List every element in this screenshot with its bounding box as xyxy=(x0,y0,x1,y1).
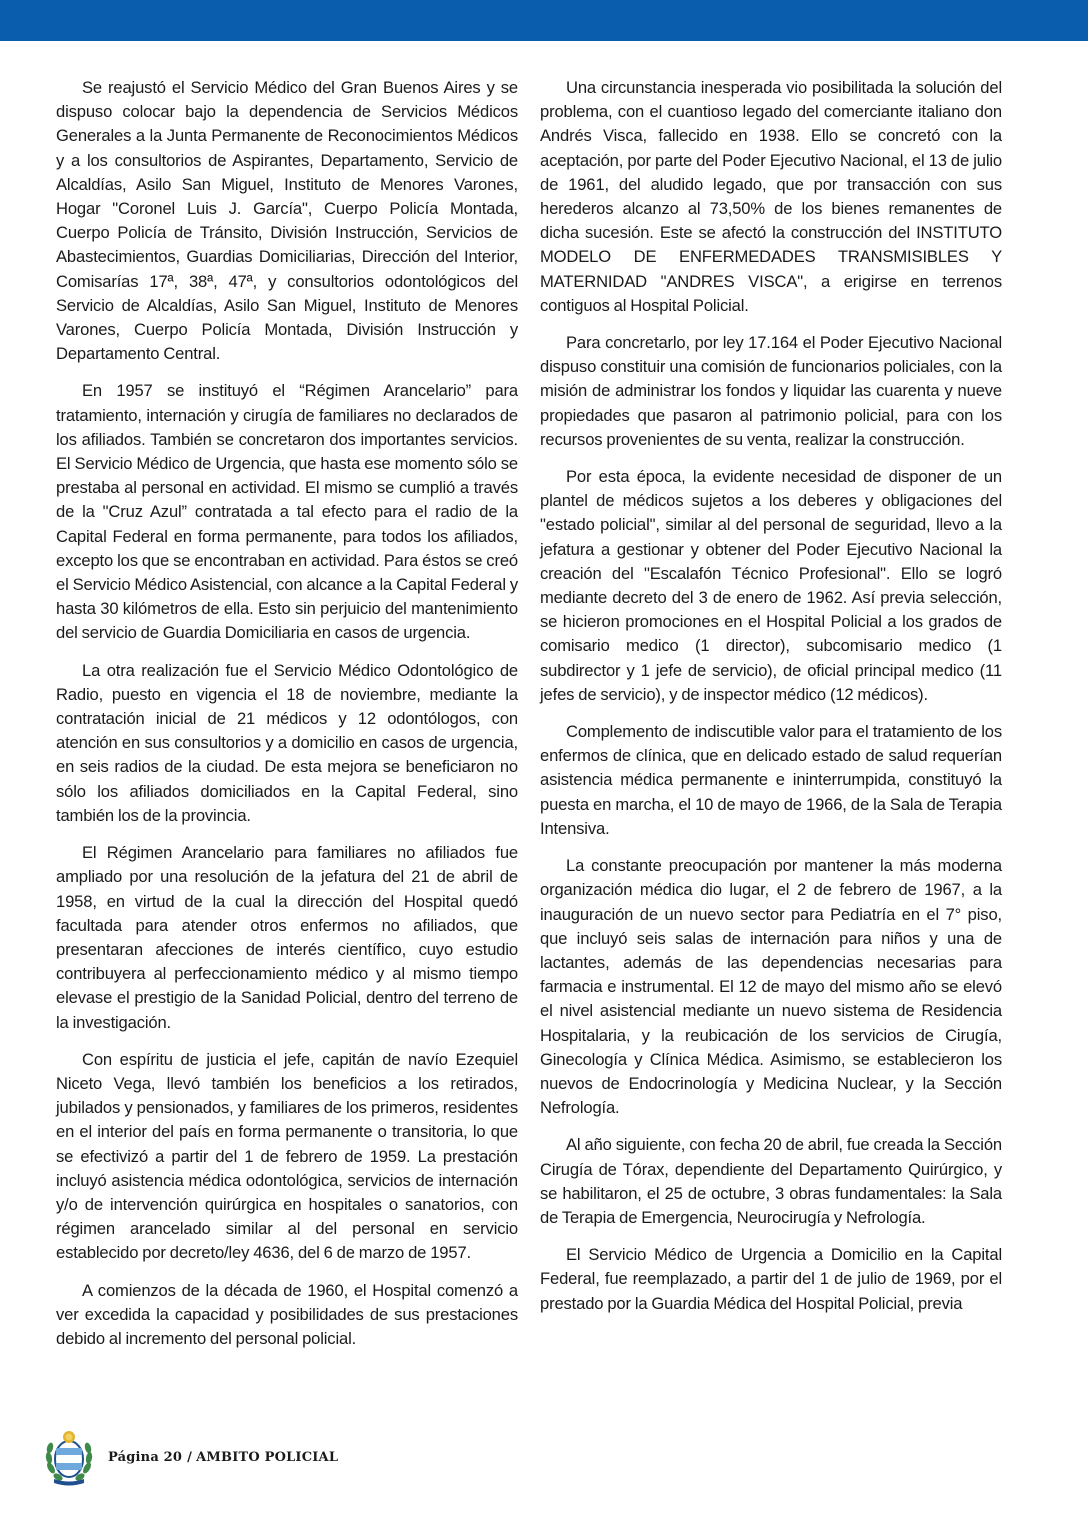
paragraph: La otra realización fue el Servicio Médico Odontológico de Radio, puesto en vigencia el 18 de noviembre, mediante la contratación inicial de 21 médicos y 12 odontólogos, con atención en sus consultorios y a domicilio en casos de urgencia, en seis radios de la ciudad. De esta mejora se beneficiaron no sólo los afiliados domiciliados en la Capital Federal, sino también los de la provincia. xyxy=(56,660,518,825)
paragraph: Al año siguiente, con fecha 20 de abril, fue creada la Sección Cirugía de Tórax, dependiente del Departamento Quirúrgico, y se habilitaron, el 25 de octubre, 3 obras fundamentales: la Sala de Terapia de Emergencia, Neurocirugía y Nefrología. xyxy=(540,1135,1002,1227)
header-bar xyxy=(0,0,1088,41)
left-column xyxy=(56,76,518,1364)
paragraph: Con espíritu de justicia el jefe, capitán de navío Ezequiel Niceto Vega, llevó también los beneficios a los retirados, jubilados y pensionados, y familiares de los primeros, residentes en el interior del país en forma permanente o transitoria, lo que se efectivizó a partir del 1 de febrero de 1959. La prestación incluyó asistencia médica odontológica, servicios de internación y/o de intervención quirúrgica en hospitales o sanatorios, con régimen arancelado similar al del personal en servicio establecido por decreto/ley 4636, del 6 de marzo de 1957. xyxy=(56,1049,518,1263)
right-column xyxy=(540,76,1002,1329)
police-emblem-icon xyxy=(44,1428,94,1486)
paragraph: A comienzos de la década de 1960, el Hospital comenzó a ver excedida la capacidad y posibilidades de sus prestaciones debido al incremento del personal policial. xyxy=(56,1280,518,1348)
paragraph: Una circunstancia inesperada vio posibilitada la solución del problema, con el cuantioso legado del comerciante italiano don Andrés Visca, fallecido en 1938. Ello se concretó con la aceptación, por parte del Poder Ejecutivo Nacional, el 13 de julio de 1961, del aludido legado, que por transacción con sus herederos alcanzo al 73,50% de los bienes remanentes de dicha sucesión. Este se afectó la construcción del INSTITUTO MODELO DE ENFERMEDADES TRANSMISIBLES Y MATERNIDAD "ANDRES VISCA", a erigirse en terrenos contiguos al Hospital Policial. xyxy=(540,78,1002,315)
paragraph: Para concretarlo, por ley 17.164 el Poder Ejecutivo Nacional dispuso constituir una comisión de funcionarios policiales, con la misión de administrar los fondos y liquidar las cuarenta y nueve propiedades que pasaron al patrimonio policial, para con los recursos provenientes de su venta, realizar la construcción. xyxy=(540,333,1002,449)
footer-separator: / xyxy=(187,1449,193,1465)
paragraph: El Servicio Médico de Urgencia a Domicilio en la Capital Federal, fue reemplazado, a partir del 1 de julio de 1969, por el prestado por la Guardia Médica del Hospital Policial, previa xyxy=(540,1245,1002,1313)
paragraph: Por esta época, la evidente necesidad de disponer de un plantel de médicos sujetos a los deberes y obligaciones del "estado policial", similar al del personal de seguridad, llevo a la jefatura a gestionar y obtener del Poder Ejecutivo Nacional la creación del "Escalafón Técnico Profesional". Ello se logró mediante decreto del 3 de enero de 1962. Así previa selección, se hicieron promociones en el Hospital Policial a los grados de comisario medico (1 director), subcomisario medico (1 subdirector y 1 jefe de servicio), de oficial principal medico (11 jefes de servicio), y de inspector médico (12 médicos). xyxy=(540,467,1002,704)
paragraph: Complemento de indiscutible valor para el tratamiento de los enfermos de clínica, que en delicado estado de salud requerían asistencia médica permanente e ininterrumpida, constituyó la puesta en marcha, el 10 de mayo de 1966, de la Sala de Terapia Intensiva. xyxy=(540,722,1002,838)
page-footer xyxy=(44,1428,338,1486)
paragraph: En 1957 se instituyó el “Régimen Arancelario” para tratamiento, internación y cirugía de familiares no declarados de los afiliados. También se concretaron dos importantes servicios. El Servicio Médico de Urgencia, que hasta ese momento sólo se prestaba al personal en actividad. El mismo se cumplió a través de la "Cruz Azul” contratada a tal efecto para el radio de la Capital Federal en forma permanente, para todos los afiliados, excepto los que se encontraban en actividad. Para éstos se creó el Servicio Médico Asistencial, con alcance a la Capital Federal y hasta 30 kilómetros de ella. Esto sin perjuicio del mantenimiento del servicio de Guardia Domiciliaria en casos de urgencia. xyxy=(56,381,518,643)
page-number: Página 20 xyxy=(108,1449,183,1465)
paragraph: La constante preocupación por mantener la más moderna organización médica dio lugar, el 2 de febrero de 1967, a la inauguración de un nuevo sector para Pediatría en el 7° piso, que incluyó seis salas de internación para niños y una de lactantes, además de las dependencias necesarias para farmacia e instrumental. El 12 de mayo del mismo año se elevó el nivel asistencial mediante un nuevo sistema de Residencia Hospitalaria, y la reubicación de los servicios de Cirugía, Ginecología y Clínica Médica. Asimismo, se establecieron los nuevos de Endocrinología y Medicina Nuclear, y la Sección Nefrología. xyxy=(540,856,1002,1118)
publication-name: AMBITO POLICIAL xyxy=(196,1449,339,1465)
paragraph: Se reajustó el Servicio Médico del Gran Buenos Aires y se dispuso colocar bajo la dependencia de Servicios Médicos Generales a la Junta Permanente de Reconocimientos Médicos y a los consultorios de Aspirantes, Departamento, Servicio de Alcaldías, Asilo San Miguel, Instituto de Menores Varones, Hogar "Coronel Luis J. García", Cuerpo Policía Montada, Cuerpo Policía de Tránsito, División Instrucción, Servicios de Abastecimientos, Guardias Domiciliarias, Dirección del Interior, Comisarías 17ª, 38ª, 47ª, y consultorios odontológicos del Servicio de Alcaldías, Asilo San Miguel, Instituto de Menores Varones, Cuerpo Policía Montada, División Instrucción y Departamento Central. xyxy=(56,78,518,364)
footer-label xyxy=(108,1450,338,1465)
paragraph: El Régimen Arancelario para familiares no afiliados fue ampliado por una resolución de la jefatura del 21 de abril de 1958, en virtud de la cual la dirección del Hospital quedó facultada para atender otros enfermos no afiliados, que presentaran afecciones de interés científico, cuyo estudio contribuyera al perfeccionamiento médico y al mismo tiempo elevase el prestigio de la Sanidad Policial, dentro del terreno de la investigación. xyxy=(56,843,518,1032)
